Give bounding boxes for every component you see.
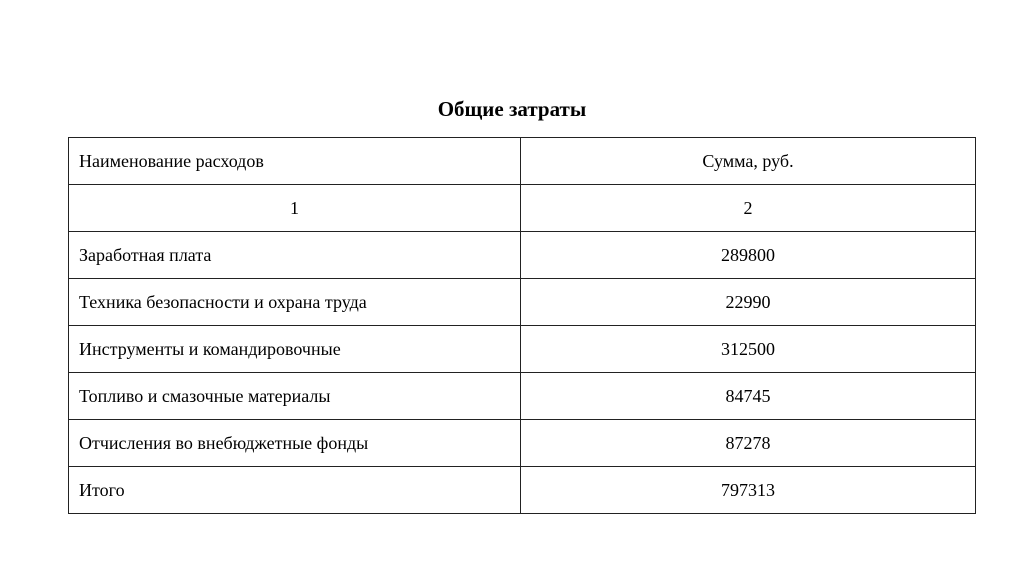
page-title: Общие затраты	[437, 97, 587, 121]
expense-sum-cell: 289800	[521, 232, 976, 279]
expense-name-cell: Отчисления во внебюджетные фонды	[69, 420, 521, 467]
column-number-row	[69, 185, 976, 232]
expense-sum-cell: 84745	[521, 373, 976, 420]
table-row	[69, 420, 976, 467]
total-row	[69, 467, 976, 514]
table-header-row	[69, 138, 976, 185]
expense-sum-cell: 312500	[521, 326, 976, 373]
expense-sum-cell: 22990	[521, 279, 976, 326]
column-number-2: 2	[521, 185, 976, 232]
table-row	[69, 232, 976, 279]
total-sum-cell: 797313	[521, 467, 976, 514]
costs-table-container	[68, 137, 976, 514]
table-row	[69, 373, 976, 420]
expense-name-cell: Топливо и смазочные материалы	[69, 373, 521, 420]
column-number-1: 1	[69, 185, 521, 232]
costs-table	[68, 137, 976, 514]
total-label-cell: Итого	[69, 467, 521, 514]
expense-name-cell: Заработная плата	[69, 232, 521, 279]
expense-sum-cell: 87278	[521, 420, 976, 467]
expense-name-cell: Техника безопасности и охрана труда	[69, 279, 521, 326]
table-row	[69, 279, 976, 326]
table-row	[69, 326, 976, 373]
header-expense-name: Наименование расходов	[69, 138, 521, 185]
header-amount: Сумма, руб.	[521, 138, 976, 185]
expense-name-cell: Инструменты и командировочные	[69, 326, 521, 373]
